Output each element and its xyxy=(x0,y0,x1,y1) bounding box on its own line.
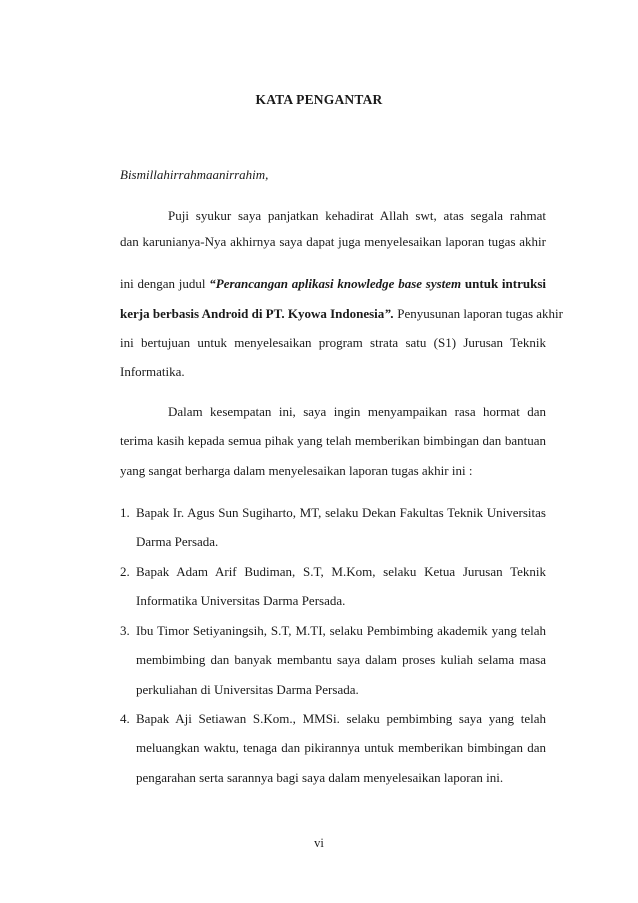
report-title-part-d: kerja berbasis Android di PT. Kyowa Indonesia xyxy=(120,306,385,321)
paragraph-2-line-3: yang sangat berharga dalam menyelesaikan laporan tugas akhir ini : xyxy=(120,463,473,478)
list-item-3-line-2: membimbing dan banyak membantu saya dalam proses kuliah selama masa xyxy=(136,652,546,667)
page-number: vi xyxy=(314,836,324,850)
paragraph-1-line-4 xyxy=(120,306,563,322)
paragraph-1-line-5: ini bertujuan untuk menyelesaikan program strata satu (S1) Jurusan Teknik xyxy=(120,335,546,350)
paragraph-2-line-2: terima kasih kepada semua pihak yang telah memberikan bimbingan dan bantuan xyxy=(120,433,546,448)
list-item-1-line-1: Bapak Ir. Agus Sun Sugiharto, MT, selaku Dekan Fakultas Teknik Universitas xyxy=(136,505,546,520)
paragraph-1-line-4-rest: Penyusunan laporan tugas akhir xyxy=(394,306,563,321)
list-item-1-line-2: Darma Persada. xyxy=(136,534,219,549)
paragraph-1-line-2: dan karunianya-Nya akhirnya saya dapat juga menyelesaikan laporan tugas akhir xyxy=(120,234,546,249)
list-item-1-number: 1. xyxy=(120,505,130,520)
list-item-4-line-1: Bapak Aji Setiawan S.Kom., MMSi. selaku pembimbing saya yang telah xyxy=(136,711,546,726)
list-item-2-line-2: Informatika Universitas Darma Persada. xyxy=(136,593,346,608)
report-title-close-quote: ”. xyxy=(384,306,395,321)
list-item-4-line-2: meluangkan waktu, tenaga dan pikirannya untuk memberikan bimbingan dan xyxy=(136,740,546,755)
page-title: KATA PENGANTAR xyxy=(255,92,383,107)
paragraph-1-line-3-pre: ini dengan judul xyxy=(120,276,210,291)
list-item-2-number: 2. xyxy=(120,564,130,579)
list-item-3-line-3: perkuliahan di Universitas Darma Persada. xyxy=(136,682,359,697)
list-item-3-number: 3. xyxy=(120,623,130,638)
paragraph-1-line-3 xyxy=(120,276,546,292)
report-title-part-c: untuk intruksi xyxy=(461,276,546,291)
list-item-3-line-1: Ibu Timor Setiyaningsih, S.T, M.TI, selaku Pembimbing akademik yang telah xyxy=(136,623,546,638)
paragraph-1-line-1: Puji syukur saya panjatkan kehadirat Allah swt, atas segala rahmat xyxy=(168,208,546,223)
salutation: Bismillahirrahmaanirrahim, xyxy=(120,167,269,182)
report-title-part-b: knowledge base system xyxy=(337,276,462,291)
paragraph-2-line-1: Dalam kesempatan ini, saya ingin menyampaikan rasa hormat dan xyxy=(168,404,546,419)
list-item-2-line-1: Bapak Adam Arif Budiman, S.T, M.Kom, selaku Ketua Jurusan Teknik xyxy=(136,564,546,579)
list-item-4-line-3: pengarahan serta sarannya bagi saya dalam menyelesaikan laporan ini. xyxy=(136,770,504,785)
paragraph-1-line-6: Informatika. xyxy=(120,364,185,379)
report-title-part-a: “Perancangan aplikasi xyxy=(209,276,338,291)
list-item-4-number: 4. xyxy=(120,711,130,726)
